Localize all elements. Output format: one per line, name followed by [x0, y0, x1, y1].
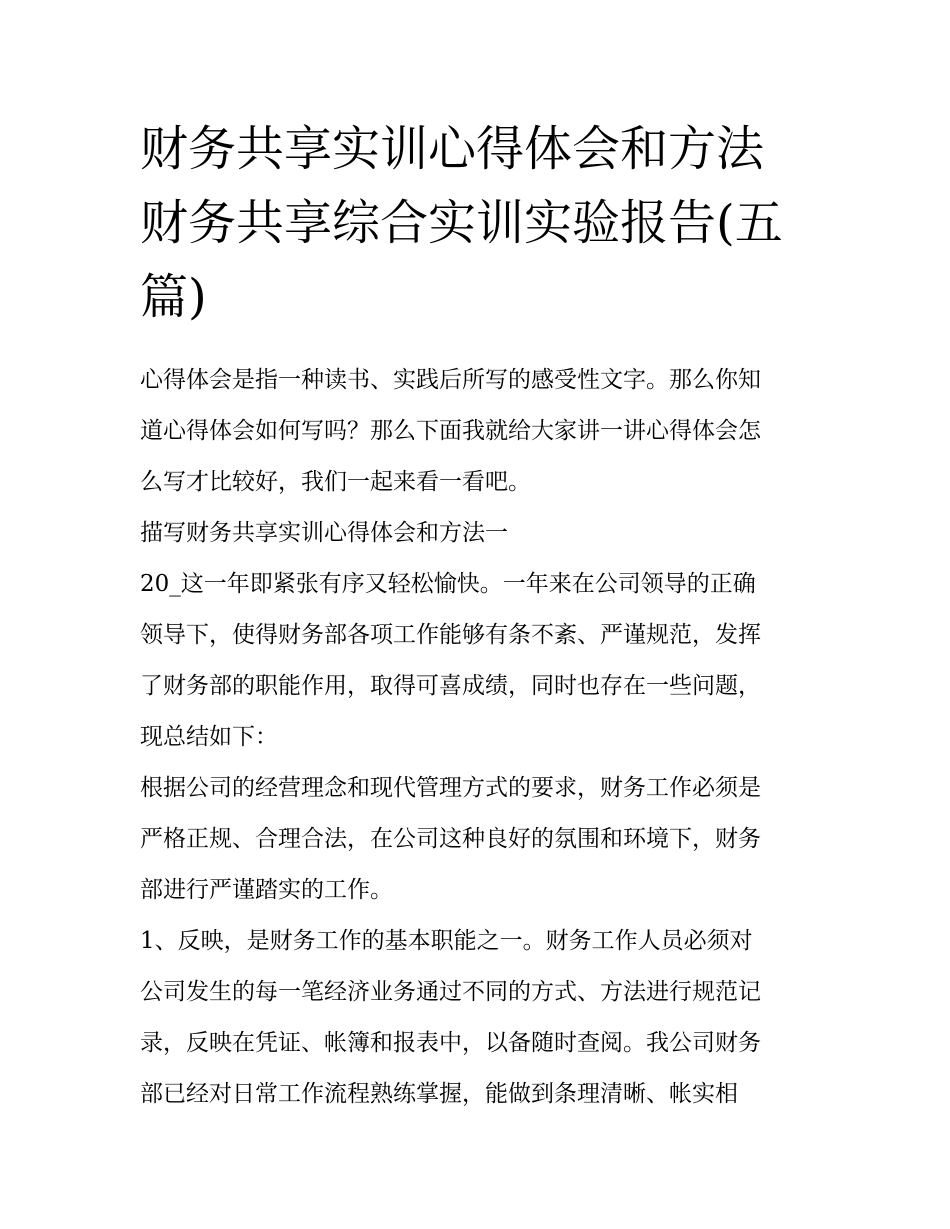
body-line: 根据公司的经营理念和现代管理方式的要求，财务工作必须是	[140, 775, 761, 801]
title-line: 财务共享实训心得体会和方法	[140, 121, 765, 177]
title-line: 财务共享综合实训实验报告(五	[140, 195, 783, 251]
section-heading: 描写财务共享实训心得体会和方法一	[140, 520, 508, 546]
body-line: 20_这一年即紧张有序又轻松愉快。一年来在公司领导的正确	[140, 571, 756, 597]
title-line: 篇)	[140, 269, 207, 325]
body-line: 录，反映在凭证、帐簿和报表中，以备随时查阅。我公司财务	[140, 1030, 761, 1056]
body-line: 领导下，使得财务部各项工作能够有条不紊、严谨规范，发挥	[140, 622, 761, 648]
body-line: 部进行严谨踏实的工作。	[140, 877, 393, 903]
body-line: 么写才比较好，我们一起来看一看吧。	[140, 469, 531, 495]
body-line: 心得体会是指一种读书、实践后所写的感受性文字。那么你知	[140, 367, 761, 393]
body-line: 公司发生的每一笔经济业务通过不同的方式、方法进行规范记	[140, 979, 761, 1005]
body-line: 部已经对日常工作流程熟练掌握，能做到条理清晰、帐实相	[140, 1081, 738, 1107]
body-line: 了财务部的职能作用，取得可喜成绩，同时也存在一些问题，	[140, 673, 761, 699]
body-line: 道心得体会如何写吗？那么下面我就给大家讲一讲心得体会怎	[140, 418, 761, 444]
body-line: 现总结如下：	[140, 724, 278, 750]
document-body	[140, 355, 820, 1120]
body-line: 严格正规、合理合法，在公司这种良好的氛围和环境下，财务	[140, 826, 761, 852]
document-title	[140, 112, 820, 334]
body-line: 1、反映，是财务工作的基本职能之一。财务工作人员必须对	[140, 928, 753, 954]
